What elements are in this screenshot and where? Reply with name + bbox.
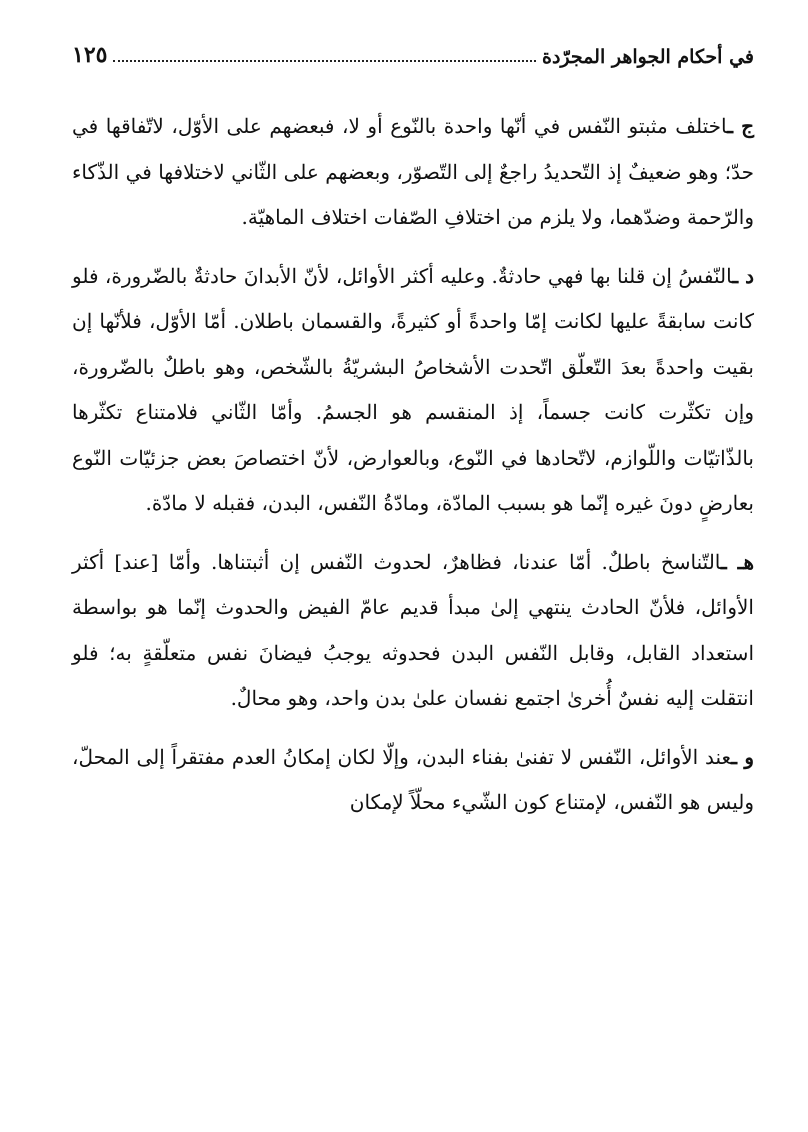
running-header <box>72 36 754 68</box>
running-title: في أحكام الجواهر المجرّدة <box>542 46 754 68</box>
paragraph-text: النّفسُ إن قلنا بها فهي حادثةٌ. وعليه أكثر الأوائل، لأنّ الأبدانَ حادثةٌ بالضّرورة، فلو كانت سابقةً عليها لكانت إمّا واحدةً أو كثيرةً، والقسمان باطلان. أمّا الأوّل، فلأنّها إن بقيت واحدةً بعدَ التّعلّق اتّحدت الأشخاصُ البشريّةُ بالشّخص، وهو باطلٌ بالضّرورة، وإن تكثّرت كانت جسماً، إذ المنقسم هو الجسمُ. وأمّا الثّاني فلامتناع تكثّرها بالذّاتيّات واللّوازم، لاتّحادها في النّوع، وبالعوارض، لأنّ اختصاصَ بعض جزئيّات النّوع بعارضٍ دونَ غيره إنّما هو بسبب المادّة، ومادّةُ النّفس، البدن، فقبله لا مادّة. <box>72 263 754 515</box>
body-text <box>72 104 754 839</box>
paragraph-text: اختلف مثبتو النّفس في أنّها واحدة بالنّوع أو لا، فبعضهم على الأوّل، لاتّفاقها في حدّ؛ وهو ضعيفٌ إذ التّحديدُ راجعٌ إلى التّصوّر، وبعضهم على الثّاني لاختلافها في الذّكاء والرّحمة وضدّهما، ولا يلزم من اختلافِ الصّفات اختلاف الماهيّة. <box>72 114 754 229</box>
page-number: ١٢٥ <box>72 42 108 68</box>
paragraph-waw <box>72 735 754 826</box>
paragraph-text: التّناسخ باطلٌ. أمّا عندنا، فظاهرٌ، لحدوث النّفس إن أثبتناها. وأمّا [عند] أكثر الأوائل، فلأنّ الحادث ينتهي إلىٰ مبدأ قديم عامّ الفيض والحدوث إنّما هو بواسطة استعداد القابل، وقابل النّفس البدن فحدوثه يوجبُ فيضانَ نفس متعلّقةٍ به؛ فلو انتقلت إليه نفسٌ أُخرىٰ اجتمع نفسان علىٰ بدن واحد، وهو محالٌ. <box>72 549 754 710</box>
dotted-leader <box>113 59 536 62</box>
paragraph-label: و ـ <box>731 744 754 769</box>
paragraph-label: هـ ـ <box>720 549 755 574</box>
paragraph-dal <box>72 254 754 527</box>
paragraph-text: عند الأوائل، النّفس لا تفنىٰ بفناء البدن، وإلّا لكان إمكانُ العدم مفتقراً إلى المحلّ، وليس هو النّفس، لإمتناع كون الشّيء محلّاً لإمكان <box>72 744 754 814</box>
paragraph-label: ج ـ <box>727 114 754 138</box>
paragraph-ha <box>72 540 754 722</box>
paragraph-label: د ـ <box>732 263 754 288</box>
paragraph-jim <box>72 104 754 241</box>
